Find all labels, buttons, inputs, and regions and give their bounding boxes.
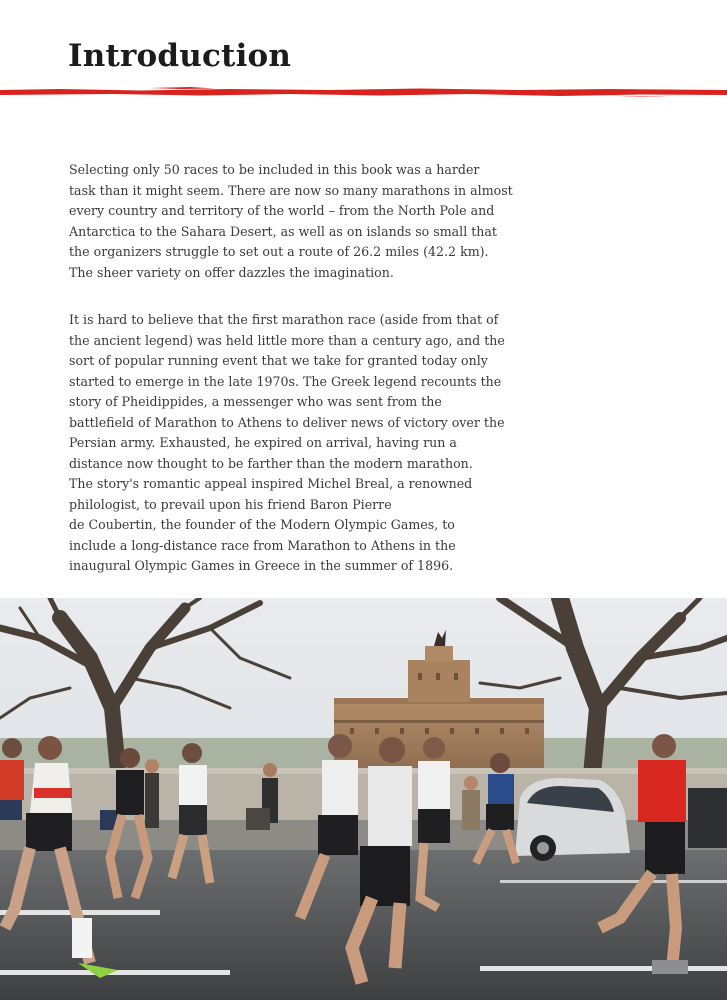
text-line: The sheer variety on offer dazzles the imagination.: [69, 264, 394, 280]
intro-paragraph-1: [69, 160, 513, 283]
text-line: started to emerge in the late 1970s. The Greek legend recounts the: [69, 373, 502, 389]
text-line: The story's romantic appeal inspired Michel Breal, a renowned: [69, 476, 473, 491]
intro-paragraph-2: [69, 310, 509, 577]
text-line: include a long-distance race from Marathon to Athens in the: [69, 537, 456, 553]
text-line: task than it might seem. There are now so many marathons in almost: [69, 182, 513, 198]
text-line: the organizers struggle to set out a route of 26.2 miles (42.2 km).: [69, 244, 489, 259]
text-line: It is hard to believe that the first marathon race (aside from that of: [69, 312, 499, 327]
runner: [0, 738, 24, 820]
text-line: Antarctica to the Sahara Desert, as well as on islands so small that: [69, 223, 497, 239]
text-line: sort of popular running event that we take for granted today only: [69, 353, 488, 368]
text-line: philologist, to prevail upon his friend Baron Pierre: [69, 496, 392, 512]
text-line: inaugural Olympic Games in Greece in the summer of 1896.: [69, 558, 454, 573]
text-line: de Coubertin, the founder of the Modern Olympic Games, to: [69, 517, 455, 532]
text-line: Persian army. Exhausted, he expired on arrival, having run a: [69, 435, 457, 450]
text-line: battlefield of Marathon to Athens to deliver news of victory over the: [69, 414, 505, 430]
text-line: Selecting only 50 races to be included in this book was a harder: [69, 162, 480, 177]
text-line: the ancient legend) was held little more than a century ago, and the: [69, 332, 505, 348]
text-line: story of Pheidippides, a messenger who was sent from the: [69, 394, 442, 409]
text-line: distance now thought to be farther than the modern marathon.: [69, 455, 473, 471]
text-line: every country and territory of the world – from the North Pole and: [69, 203, 495, 218]
red-divider-rule: [0, 86, 727, 98]
page-title: Introduction: [68, 38, 292, 74]
marathon-runners-photo: [0, 598, 727, 1000]
